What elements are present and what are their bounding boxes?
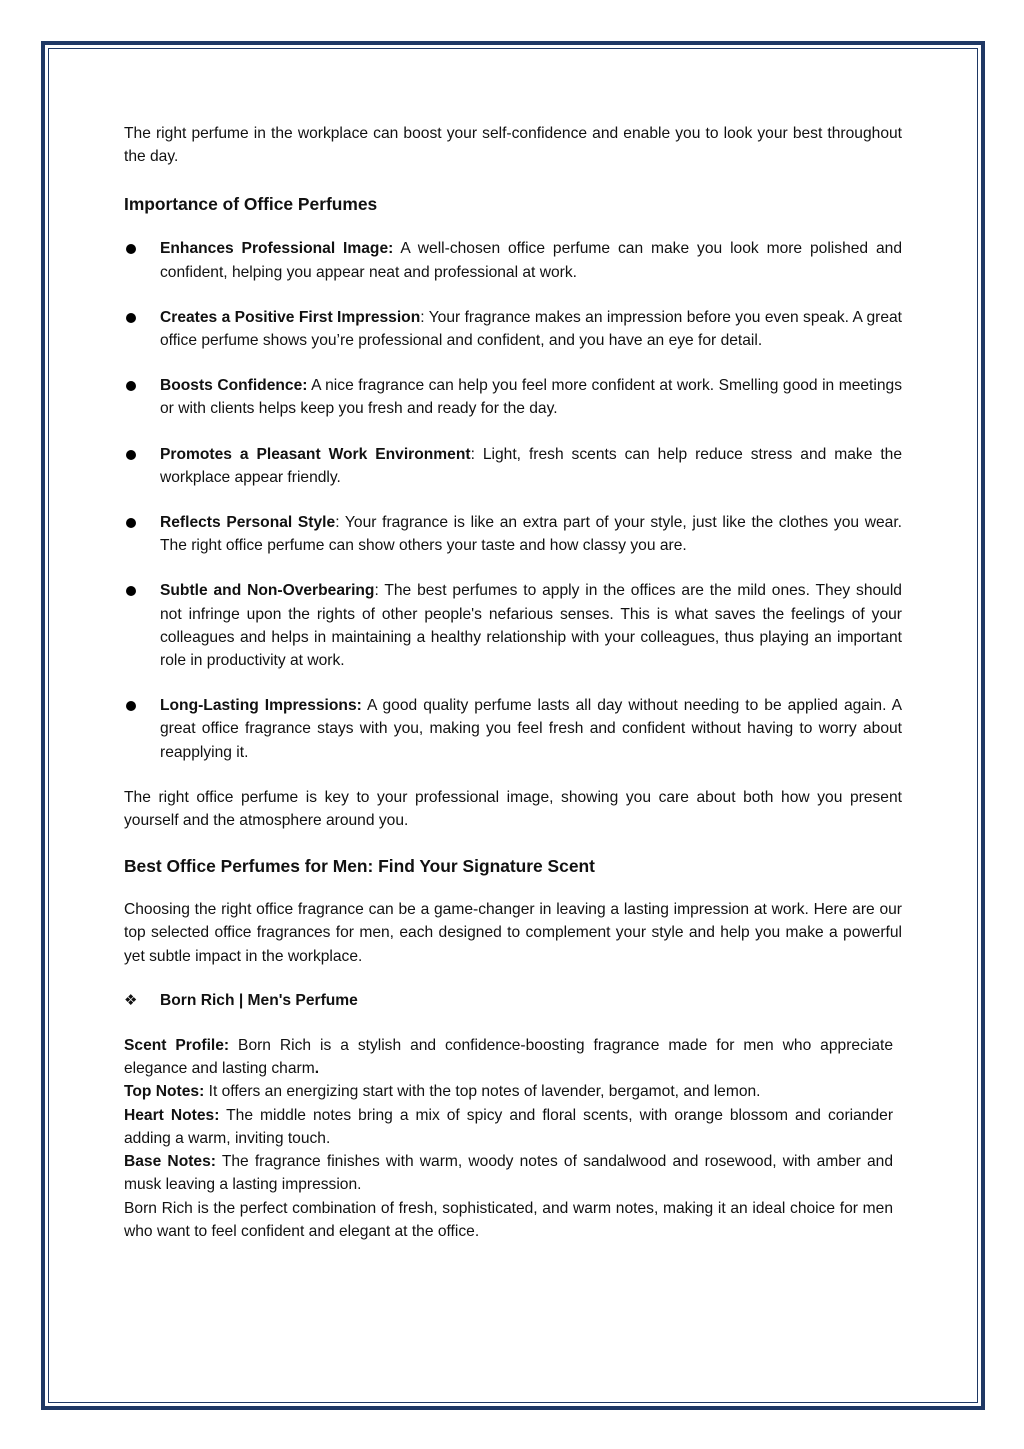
bullet-title: Enhances Professional Image: xyxy=(160,240,394,258)
bullet-title: Promotes a Pleasant Work Environment xyxy=(160,445,471,463)
choosing-paragraph: Choosing the right office fragrance can be a game-changer in leaving a lasting impression at work. Here are our top selected office fragrances for men, each designed to complement your style and help you make a powerful yet subtle impact in the workplace. xyxy=(124,901,902,965)
bullet-dot-icon xyxy=(126,244,136,254)
scent-profile-end: . xyxy=(314,1060,320,1078)
intro-paragraph: The right perfume in the workplace can boost your self-confidence and enable you to look your best throughout the day. xyxy=(124,125,902,166)
importance-list xyxy=(124,237,902,763)
top-notes xyxy=(124,1080,893,1103)
document-body xyxy=(124,122,902,1243)
list-item xyxy=(124,694,902,764)
scent-profile-text: Born Rich is a stylish and confidence-boosting fragrance made for men who appreciate elegance and lasting charm xyxy=(124,1037,893,1078)
bullet-dot-icon xyxy=(126,450,136,460)
product-heading xyxy=(124,989,902,1012)
bullet-title: Reflects Personal Style xyxy=(160,514,336,532)
top-notes-text: It offers an energizing start with the top notes of lavender, bergamot, and lemon. xyxy=(204,1083,761,1101)
bullet-dot-icon xyxy=(126,518,136,528)
bullet-text: A good quality perfume lasts all day without needing to be applied again. A great office fragrance stays with you, making you feel fresh and confident without having to worry about reapplying it. xyxy=(160,697,902,761)
bullet-title: Boosts Confidence: xyxy=(160,377,308,395)
bullet-text: : The best perfumes to apply in the offices are the mild ones. They should not infringe upon the rights of other people's nefarious senses. This is what saves the feelings of your colleagues and helps in maintaining a healthy relationship with your colleagues, thus playing an important role in productivity at work. xyxy=(160,582,902,670)
bullet-title: Creates a Positive First Impression xyxy=(160,308,421,326)
scent-profile-label: Scent Profile: xyxy=(124,1037,230,1055)
base-notes xyxy=(124,1150,893,1196)
diamond-bullet-icon: ❖ xyxy=(124,991,138,1009)
list-item xyxy=(124,579,902,672)
importance-heading: Importance of Office Perfumes xyxy=(124,194,378,215)
bullet-text: : Your fragrance is like an extra part of your style, just like the clothes you wear. The right office perfume can show others your taste and how classy you are. xyxy=(160,514,902,555)
top-notes-label: Top Notes: xyxy=(124,1083,205,1101)
bullet-text: A well-chosen office perfume can make you look more polished and confident, helping you appear neat and professional at work. xyxy=(160,240,902,281)
bullet-text: : Your fragrance makes an impression before you even speak. A great office perfume shows you’re professional and confident, and you have an eye for detail. xyxy=(160,308,903,350)
summary-paragraph: Born Rich is the perfect combination of fresh, sophisticated, and warm notes, making it an ideal choice for men who want to feel confident and elegant at the office. xyxy=(124,1199,893,1240)
scent-profile xyxy=(124,1034,893,1080)
list-item xyxy=(124,374,902,420)
list-item xyxy=(124,306,902,352)
heart-notes-label: Heart Notes: xyxy=(124,1106,220,1124)
best-perfumes-heading: Best Office Perfumes for Men: Find Your Signature Scent xyxy=(124,856,595,877)
bullet-dot-icon xyxy=(126,701,136,711)
bullet-text: : Light, fresh scents can help reduce stress and make the workplace appear friendly. xyxy=(160,445,903,486)
bullet-text: A nice fragrance can help you feel more confident at work. Smelling good in meetings or with clients helps keep you fresh and ready for the day. xyxy=(160,377,902,418)
bullet-dot-icon xyxy=(126,313,136,323)
list-item xyxy=(124,511,902,557)
base-notes-label: Base Notes: xyxy=(124,1153,216,1171)
list-item xyxy=(124,237,902,283)
base-notes-text: The fragrance finishes with warm, woody notes of sandalwood and rosewood, with amber and musk leaving a lasting impression. xyxy=(124,1153,893,1194)
bullet-title: Subtle and Non-Overbearing xyxy=(160,582,375,600)
product-name: Born Rich | Men's Perfume xyxy=(160,991,358,1009)
heart-notes-text: The middle notes bring a mix of spicy and floral scents, with orange blossom and coriander adding a warm, inviting touch. xyxy=(124,1106,894,1147)
fragrance-notes xyxy=(124,1034,893,1243)
heart-notes xyxy=(124,1104,893,1150)
closing-paragraph: The right office perfume is key to your professional image, showing you care about both how you present yourself and the atmosphere around you. xyxy=(124,788,902,830)
bullet-title: Long-Lasting Impressions: xyxy=(160,697,362,715)
list-item xyxy=(124,443,902,489)
bullet-dot-icon xyxy=(126,586,136,596)
bullet-dot-icon xyxy=(126,381,136,391)
